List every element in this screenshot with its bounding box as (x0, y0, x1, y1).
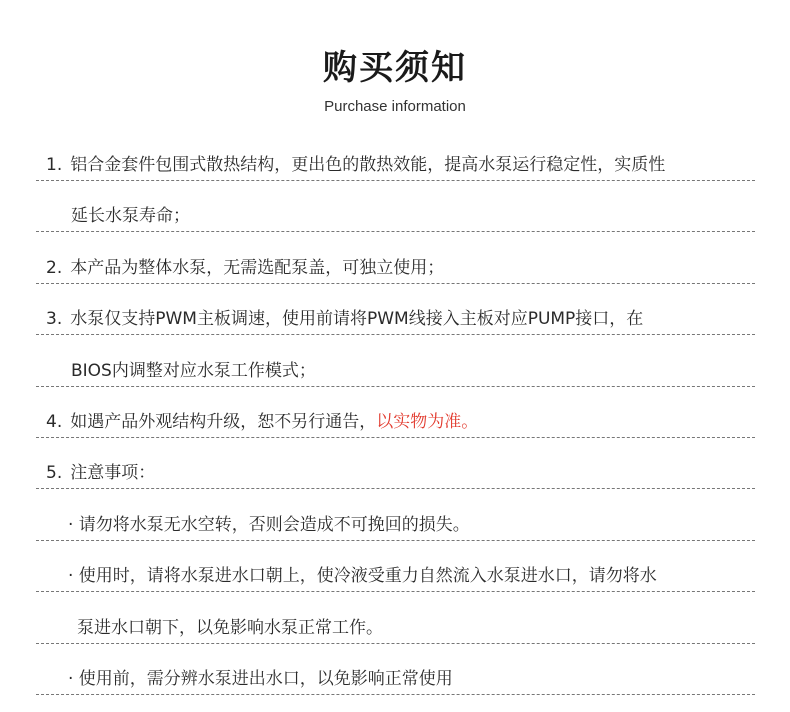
notice-item-1-line-2 (0, 198, 790, 249)
dashed-divider (36, 437, 755, 438)
notice-item-3-line-2 (0, 353, 790, 404)
dashed-divider (36, 283, 755, 284)
dashed-divider (36, 231, 755, 232)
notice-text: 延长水泵寿命； (71, 206, 190, 227)
highlight-text: 以实物为准。 (376, 411, 479, 432)
dashed-divider (36, 180, 755, 181)
item-number: 1. (46, 155, 63, 175)
caution-text: 泵进水口朝下，以免影响水泵正常工作。 (77, 617, 383, 638)
dashed-divider (36, 488, 755, 489)
dashed-divider (36, 643, 755, 644)
dashed-divider (36, 386, 755, 387)
notice-text: BIOS内调整对应水泵工作模式； (71, 360, 316, 381)
notice-item-3-line-1 (0, 301, 790, 352)
caution-bullet-1 (0, 507, 790, 558)
notice-text: 本产品为整体水泵，无需选配泵盖，可独立使用； (70, 257, 445, 278)
item-number: 4. (46, 411, 63, 432)
dashed-divider (36, 540, 755, 541)
caution-bullet-2-line-1 (0, 558, 790, 609)
caution-text: · 请勿将水泵无水空转，否则会造成不可挽回的损失。 (68, 514, 470, 535)
item-number: 5. (46, 463, 63, 484)
notice-list (0, 147, 790, 712)
notice-text: 如遇产品外观结构升级，恕不另行通告， (70, 411, 377, 432)
caution-text: · 使用时，请将水泵进水口朝上，使冷液受重力自然流入水泵进水口，请勿将水 (68, 566, 657, 587)
item-number: 3. (46, 309, 63, 330)
notice-text: 注意事项： (70, 463, 156, 484)
notice-item-4 (0, 404, 790, 455)
dashed-divider (36, 591, 755, 592)
notice-item-1-line-1 (0, 147, 790, 198)
caution-text: · 使用前，需分辨水泵进出水口，以免影响正常使用 (68, 668, 453, 689)
notice-item-2 (0, 250, 790, 301)
caution-bullet-3 (0, 661, 790, 712)
notice-text: 水泵仅支持PWM主板调速，使用前请将PWM线接入主板对应PUMP接口，在 (70, 309, 644, 330)
notice-item-5 (0, 455, 790, 506)
dashed-divider (36, 694, 755, 695)
notice-text: 铝合金套件包围式散热结构，更出色的散热效能，提高水泵运行稳定性，实质性 (70, 155, 666, 175)
dashed-divider (36, 334, 755, 335)
item-number: 2. (46, 257, 63, 278)
page-subtitle: Purchase information (324, 98, 466, 115)
caution-bullet-2-line-2 (0, 610, 790, 661)
page-title: 购买须知 (323, 48, 467, 88)
